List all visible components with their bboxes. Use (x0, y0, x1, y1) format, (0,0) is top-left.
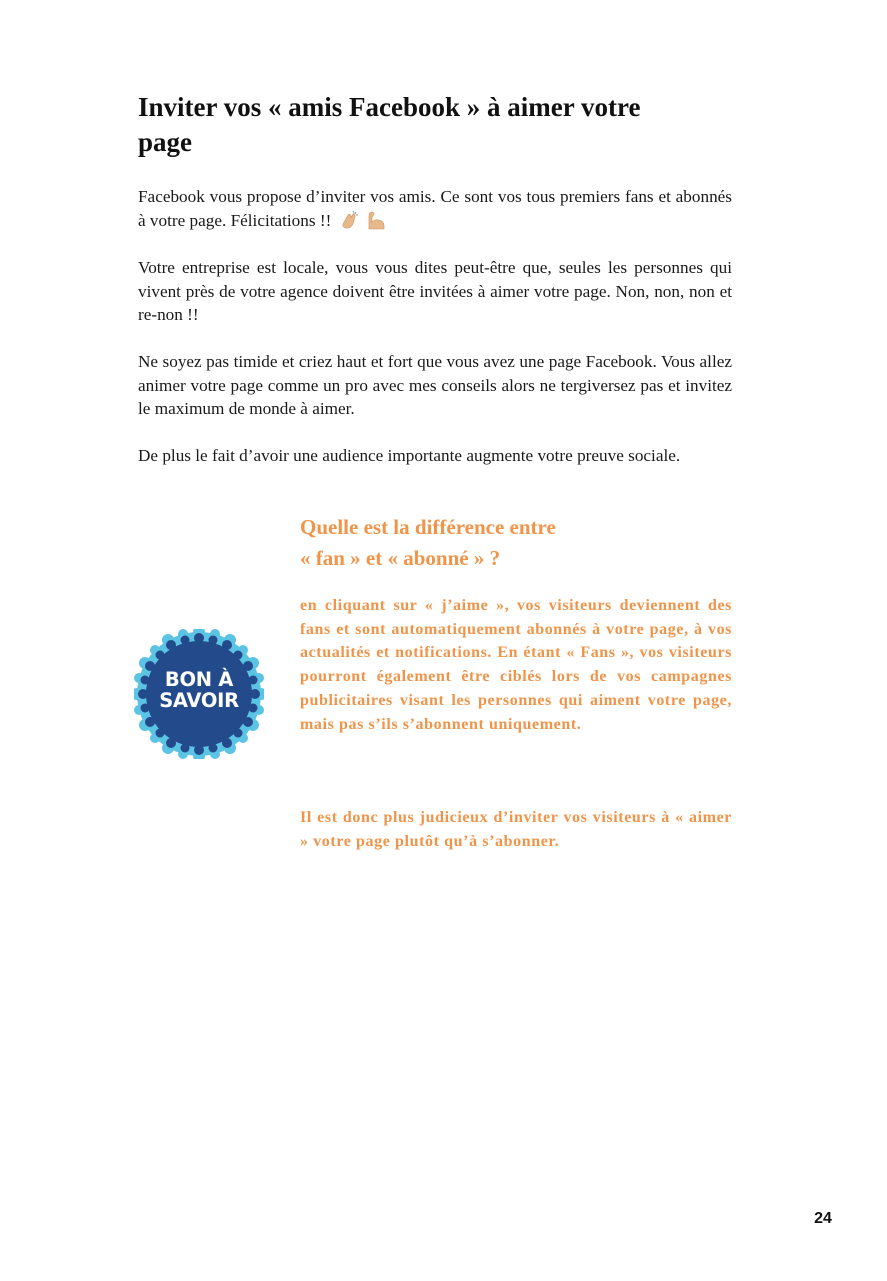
clapping-hands-icon (339, 210, 361, 230)
badge-label (134, 669, 264, 711)
badge-line-2: SAVOIR (159, 689, 239, 712)
badge-line-1: BON À (164, 668, 234, 691)
callout-title (300, 512, 740, 574)
page-title: Inviter vos « amis Facebook » à aimer votre page (138, 92, 641, 157)
paragraph-dont-be-shy: Ne soyez pas timide et criez haut et fort que vous avez une page Facebook. Vous allez animer votre page comme un pro avec mes conseils alors ne tergiversez pas et invitez le maximum de monde à aimer. (138, 352, 732, 419)
page-number: 24 (814, 1210, 832, 1227)
flexed-biceps-icon (364, 210, 386, 230)
bon-a-savoir-badge (134, 629, 264, 759)
paragraph-local-business: Votre entreprise est locale, vous vous dites peut-être que, seules les personnes qui vivent près de votre agence doivent être invitées à aimer votre page. Non, non, non et re-non !! (138, 258, 732, 325)
callout-paragraph-conclusion: Il est donc plus judicieux d’inviter vos visiteurs à « aimer » votre page plutôt qu’à s’abonner. (300, 809, 732, 850)
callout-title-line-2: « fan » et « abonné » ? (300, 546, 501, 570)
paragraph-social-proof: De plus le fait d’avoir une audience importante augmente votre preuve sociale. (138, 446, 681, 465)
callout-paragraph-fans: en cliquant sur « j’aime », vos visiteurs deviennent des fans et sont automatiquement abonnés à votre page, à vos actualités et notifications. En étant « Fans », vos visiteurs pourront également être ciblés lors de vos campagnes publicitaires visant les personnes qui aiment votre page, mais pas s’ils s’abonnent uniquement. (300, 597, 732, 733)
paragraph-invite-friends (138, 185, 732, 232)
callout-title-line-1: Quelle est la différence entre (300, 515, 556, 539)
paragraph-text: Facebook vous propose d’inviter vos amis. Ce sont vos tous premiers fans et abonnés à votre page. Félicitations !! (138, 187, 732, 230)
